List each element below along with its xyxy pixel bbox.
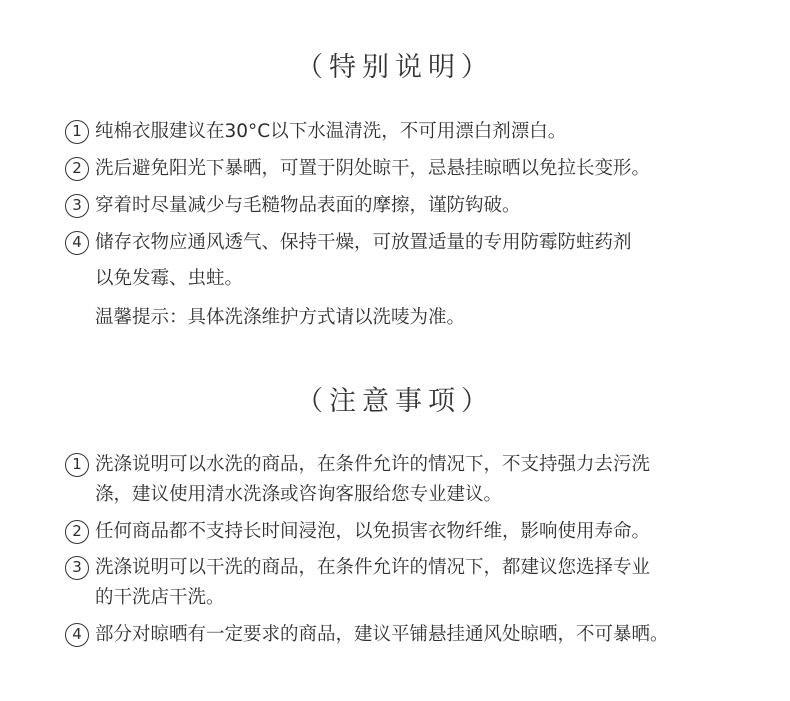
circled-number-icon: 1	[65, 120, 89, 144]
circled-number-icon: 1	[65, 453, 89, 477]
notice-item-4	[65, 620, 765, 650]
special-item-1	[65, 117, 765, 147]
circled-number-icon: 3	[65, 556, 89, 580]
item-text-continued: 以免发霉、虫蛀。	[95, 268, 244, 289]
item-text: 洗涤说明可以干洗的商品，在条件允许的情况下，都建议您选择专业	[95, 557, 651, 578]
item-text-continued: 涤，建议使用清水洗涤或咨询客服给您专业建议。	[95, 484, 503, 505]
item-text: 任何商品都不支持长时间浸泡，以免损害衣物纤维，影响使用寿命。	[95, 521, 651, 542]
special-item-3	[65, 191, 765, 221]
notice-item-2	[65, 517, 765, 547]
notice-item-3	[65, 553, 765, 613]
circled-number-icon: 2	[65, 157, 89, 181]
item-text: 洗涤说明可以水洗的商品，在条件允许的情况下，不支持强力去污洗	[95, 454, 651, 475]
circled-number-icon: 3	[65, 194, 89, 218]
item-text: 穿着时尽量减少与毛糙物品表面的摩擦，谨防钩破。	[95, 195, 521, 216]
item-text: 纯棉衣服建议在30°C以下水温清洗，不可用漂白剂漂白。	[95, 121, 567, 142]
notice-section-title: （注意事项）	[296, 386, 494, 417]
special-tip: 温馨提示：具体洗涤维护方式请以洗唛为准。	[95, 307, 466, 328]
item-text: 部分对晾晒有一定要求的商品，建议平铺悬挂通风处晾晒，不可暴晒。	[95, 624, 669, 645]
notice-item-1	[65, 450, 765, 510]
item-text: 储存衣物应通风透气、保持干燥，可放置适量的专用防霉防蛀药剂	[95, 232, 632, 253]
special-item-4	[65, 228, 765, 294]
item-text: 洗后避免阳光下暴晒，可置于阴处晾干，忌悬挂晾晒以免拉长变形。	[95, 158, 651, 179]
circled-number-icon: 4	[65, 231, 89, 255]
circled-number-icon: 2	[65, 520, 89, 544]
item-text-continued: 的干洗店干洗。	[95, 587, 225, 608]
circled-number-icon: 4	[65, 623, 89, 647]
special-item-2	[65, 154, 765, 184]
special-section-title: （特别说明）	[296, 52, 494, 83]
